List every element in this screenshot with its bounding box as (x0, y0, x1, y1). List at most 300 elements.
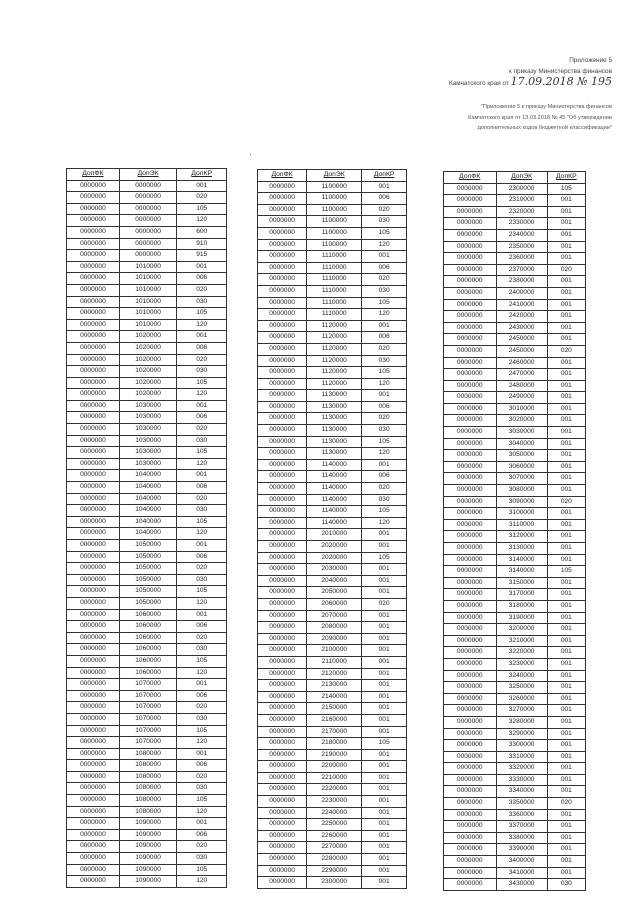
table-row (444, 183, 586, 195)
dopfk-cell: 0000000 (258, 227, 307, 239)
dopkr-cell: 030 (177, 644, 227, 656)
table-row (67, 238, 227, 250)
dopkr-cell: 001 (547, 485, 585, 497)
table-row (444, 357, 586, 369)
dopek-cell: 2470000 (496, 369, 547, 381)
dopkr-cell: 001 (362, 714, 407, 726)
dopkr-cell: 001 (547, 716, 585, 728)
dopfk-cell: 0000000 (67, 679, 120, 691)
dopfk-cell: 0000000 (67, 435, 120, 447)
dopfk-cell: 0000000 (258, 506, 307, 518)
dopkr-cell: 001 (547, 206, 585, 218)
dopek-cell: 1030000 (119, 435, 177, 447)
table-row (67, 308, 227, 320)
dopkr-cell: 105 (362, 552, 407, 564)
dopkr-cell: 001 (547, 543, 585, 555)
dopek-cell: 1110000 (307, 262, 362, 274)
dopek-cell: 3310000 (496, 751, 547, 763)
dopfk-cell: 0000000 (444, 809, 497, 821)
dopek-cell: 1100000 (307, 193, 362, 205)
dopkr-cell: 001 (547, 276, 585, 288)
dopek-cell: 2200000 (307, 761, 362, 773)
table-row (258, 204, 407, 216)
dopfk-cell: 0000000 (258, 448, 307, 460)
table-row (444, 253, 586, 265)
dopek-cell: 3170000 (496, 589, 547, 601)
dopfk-cell: 0000000 (258, 738, 307, 750)
dopek-cell: 1140000 (307, 506, 362, 518)
dopfk-cell: 0000000 (258, 309, 307, 321)
table-row (444, 473, 586, 485)
order-date-line (372, 77, 612, 90)
appendix-label: Приложение 5 (569, 57, 612, 64)
dopfk-cell: 0000000 (67, 424, 120, 436)
table-row (67, 771, 227, 783)
dopek-cell: 0000000 (119, 180, 177, 192)
table-row (444, 461, 586, 473)
dopkr-cell: 020 (177, 424, 227, 436)
table-row (67, 447, 227, 459)
dopek-cell: 2210000 (307, 772, 362, 784)
dopek-cell: 3240000 (496, 670, 547, 682)
dopfk-cell: 0000000 (67, 597, 120, 609)
dopek-cell: 1020000 (119, 342, 177, 354)
dopkr-cell: 020 (177, 354, 227, 366)
dopek-cell: 1070000 (119, 725, 177, 737)
table-row (258, 251, 407, 263)
dopek-cell: 1010000 (119, 284, 177, 296)
dopfk-cell: 0000000 (444, 716, 497, 728)
dopkr-cell: 020 (547, 496, 585, 508)
dopfk-cell: 0000000 (444, 357, 497, 369)
dopkr-cell: 001 (547, 693, 585, 705)
dopkr-cell: 006 (362, 471, 407, 483)
dopkr-cell: 001 (362, 772, 407, 784)
dopek-cell: 1020000 (119, 354, 177, 366)
table-row (444, 566, 586, 578)
dopfk-cell: 0000000 (444, 264, 497, 276)
dopek-cell: 3120000 (496, 531, 547, 543)
dopfk-cell: 0000000 (67, 493, 120, 505)
dopek-cell: 2330000 (496, 218, 547, 230)
dopek-cell: 1100000 (307, 181, 362, 193)
dopfk-cell: 0000000 (67, 226, 120, 238)
dopkr-cell: 120 (362, 309, 407, 321)
dopfk-cell: 0000000 (258, 564, 307, 576)
table-row (258, 239, 407, 251)
dopkr-cell: 030 (177, 783, 227, 795)
dopkr-cell: 020 (362, 343, 407, 355)
dopek-cell: 2250000 (307, 819, 362, 831)
table-row (444, 427, 586, 439)
dopek-cell: 3260000 (496, 693, 547, 705)
dopfk-cell: 0000000 (444, 740, 497, 752)
table-row (67, 690, 227, 702)
table-row (444, 844, 586, 856)
table-row (258, 413, 407, 425)
dopfk-cell: 0000000 (67, 273, 120, 285)
table-row (67, 644, 227, 656)
dopfk-cell: 0000000 (444, 183, 497, 195)
dopfk-cell: 0000000 (67, 644, 120, 656)
table-row (258, 761, 407, 773)
dopek-cell: 1060000 (119, 667, 177, 679)
dopkr-cell: 030 (177, 853, 227, 865)
dopfk-cell: 0000000 (444, 577, 497, 589)
dopkr-cell: 001 (362, 390, 407, 402)
table-row (67, 540, 227, 552)
dopek-cell: 1130000 (307, 436, 362, 448)
table-row (258, 552, 407, 564)
dopek-cell: 3020000 (496, 415, 547, 427)
table-row (67, 377, 227, 389)
dopkr-cell: 001 (547, 195, 585, 207)
dopfk-cell: 0000000 (67, 876, 120, 888)
dopfk-cell: 0000000 (67, 771, 120, 783)
dopek-cell: 3010000 (496, 403, 547, 415)
table-row (67, 261, 227, 273)
dopek-cell: 1040000 (119, 516, 177, 528)
dopek-cell: 2150000 (307, 703, 362, 715)
table-row (444, 589, 586, 601)
dopkr-cell: 120 (362, 517, 407, 529)
table-row (444, 543, 586, 555)
column-header-dopkr: ДопКР (362, 170, 407, 182)
table-row (444, 369, 586, 381)
dopkr-cell: 105 (177, 655, 227, 667)
table-row (67, 412, 227, 424)
dopek-cell: 1100000 (307, 216, 362, 228)
dopkr-cell: 030 (177, 574, 227, 586)
dopek-cell: 1140000 (307, 494, 362, 506)
table-row (444, 682, 586, 694)
dopfk-cell: 0000000 (258, 413, 307, 425)
table-row (67, 470, 227, 482)
dopek-cell: 3320000 (496, 763, 547, 775)
dopek-cell: 1110000 (307, 274, 362, 286)
dopkr-cell: 006 (177, 273, 227, 285)
dopfk-cell: 0000000 (67, 505, 120, 517)
table-row (67, 319, 227, 331)
dopfk-cell: 0000000 (444, 299, 497, 311)
dopek-cell: 0000000 (119, 226, 177, 238)
dopfk-cell: 0000000 (258, 390, 307, 402)
dopkr-cell: 001 (362, 645, 407, 657)
dopkr-cell: 001 (362, 796, 407, 808)
dopfk-cell: 0000000 (258, 262, 307, 274)
dopkr-cell: 001 (547, 218, 585, 230)
dopfk-cell: 0000000 (67, 818, 120, 830)
dopkr-cell: 001 (362, 842, 407, 854)
dopfk-cell: 0000000 (444, 380, 497, 392)
dopfk-cell: 0000000 (444, 554, 497, 566)
table-row (444, 311, 586, 323)
dopkr-cell: 030 (177, 296, 227, 308)
amendment-note-line-2: Камчатского края от 13.03.2018 № 45 "Об утверждении (468, 114, 612, 121)
dopfk-cell: 0000000 (444, 682, 497, 694)
column-header-dopfk: ДопФК (258, 170, 307, 182)
dopfk-cell: 0000000 (258, 204, 307, 216)
table-row (444, 728, 586, 740)
dopfk-cell: 0000000 (67, 829, 120, 841)
table-row (258, 703, 407, 715)
dopkr-cell: 105 (362, 506, 407, 518)
dopkr-cell: 020 (362, 483, 407, 495)
dopek-cell: 1110000 (307, 251, 362, 263)
dopfk-cell: 0000000 (67, 215, 120, 227)
dopek-cell: 1120000 (307, 378, 362, 390)
dopek-cell: 1070000 (119, 713, 177, 725)
dopkr-cell: 001 (547, 334, 585, 346)
dopek-cell: 2310000 (496, 195, 547, 207)
dopfk-cell: 0000000 (444, 612, 497, 624)
dopkr-cell: 001 (547, 612, 585, 624)
dopkr-cell: 020 (362, 413, 407, 425)
dopfk-cell: 0000000 (67, 864, 120, 876)
table-row (258, 216, 407, 228)
dopek-cell: 1050000 (119, 551, 177, 563)
table-row (444, 647, 586, 659)
codes-table-2 (257, 169, 407, 889)
dopek-cell: 2090000 (307, 633, 362, 645)
table-row (258, 494, 407, 506)
dopfk-cell: 0000000 (258, 610, 307, 622)
dopfk-cell: 0000000 (258, 239, 307, 251)
table-row (444, 287, 586, 299)
dopkr-cell: 001 (547, 461, 585, 473)
dopfk-cell: 0000000 (67, 331, 120, 343)
table-row (444, 751, 586, 763)
dopkr-cell: 001 (547, 763, 585, 775)
table-row (67, 192, 227, 204)
dopkr-cell: 020 (547, 798, 585, 810)
dopfk-cell: 0000000 (258, 830, 307, 842)
dopfk-cell: 0000000 (67, 737, 120, 749)
dopfk-cell: 0000000 (67, 342, 120, 354)
table-row (444, 867, 586, 879)
dopkr-cell: 120 (177, 389, 227, 401)
table-row (258, 749, 407, 761)
dopkr-cell: 120 (362, 448, 407, 460)
dopkr-cell: 105 (177, 308, 227, 320)
table-row (444, 635, 586, 647)
dopfk-cell: 0000000 (258, 796, 307, 808)
dopek-cell: 2180000 (307, 738, 362, 750)
table-row (444, 299, 586, 311)
dopfk-cell: 0000000 (258, 854, 307, 866)
dopek-cell: 1130000 (307, 390, 362, 402)
table-row (67, 725, 227, 737)
dopek-cell: 3210000 (496, 635, 547, 647)
table-row (444, 774, 586, 786)
table-row (258, 378, 407, 390)
dopkr-cell: 001 (547, 253, 585, 265)
table-row (258, 877, 407, 889)
dopfk-cell: 0000000 (258, 784, 307, 796)
dopkr-cell: 001 (362, 877, 407, 889)
dopkr-cell: 001 (547, 786, 585, 798)
table-row (258, 390, 407, 402)
dopek-cell: 2100000 (307, 645, 362, 657)
dopkr-cell: 120 (177, 667, 227, 679)
table-row (258, 285, 407, 297)
table-row (67, 284, 227, 296)
dopkr-cell: 001 (177, 331, 227, 343)
dopek-cell: 2270000 (307, 842, 362, 854)
dopkr-cell: 001 (547, 635, 585, 647)
dopfk-cell: 0000000 (258, 668, 307, 680)
dopek-cell: 1010000 (119, 319, 177, 331)
table-row (444, 577, 586, 589)
dopkr-cell: 001 (177, 470, 227, 482)
dopfk-cell: 0000000 (258, 216, 307, 228)
dopek-cell: 1030000 (119, 447, 177, 459)
table-row (258, 483, 407, 495)
dopek-cell: 0000000 (119, 238, 177, 250)
dopek-cell: 1050000 (119, 540, 177, 552)
dopek-cell: 1010000 (119, 261, 177, 273)
dopkr-cell: 030 (362, 494, 407, 506)
dopkr-cell: 120 (177, 458, 227, 470)
table-row (444, 624, 586, 636)
dopkr-cell: 105 (362, 738, 407, 750)
dopfk-cell: 0000000 (67, 563, 120, 575)
table-row (67, 621, 227, 633)
dopek-cell: 3130000 (496, 543, 547, 555)
table-row (444, 508, 586, 520)
table-row (67, 609, 227, 621)
table-row (67, 783, 227, 795)
table-row (67, 250, 227, 262)
dopek-cell: 2460000 (496, 357, 547, 369)
table-row (67, 215, 227, 227)
dopkr-cell: 001 (547, 705, 585, 717)
dopek-cell: 3400000 (496, 856, 547, 868)
table-row (258, 796, 407, 808)
table-row (444, 600, 586, 612)
dopek-cell: 1120000 (307, 343, 362, 355)
dopkr-cell: 001 (547, 415, 585, 427)
dopkr-cell: 020 (177, 192, 227, 204)
dopkr-cell: 020 (362, 598, 407, 610)
dopkr-cell: 120 (362, 239, 407, 251)
dopfk-cell: 0000000 (258, 598, 307, 610)
dopfk-cell: 0000000 (258, 772, 307, 784)
dopfk-cell: 0000000 (258, 587, 307, 599)
dopfk-cell: 0000000 (258, 494, 307, 506)
dopek-cell: 1020000 (119, 377, 177, 389)
dopek-cell: 1060000 (119, 632, 177, 644)
table-row (258, 425, 407, 437)
dopek-cell: 1020000 (119, 366, 177, 378)
table-row (258, 448, 407, 460)
table-row (444, 380, 586, 392)
dopek-cell: 3040000 (496, 438, 547, 450)
dopkr-cell: 001 (547, 508, 585, 520)
dopek-cell: 1040000 (119, 528, 177, 540)
dopkr-cell: 001 (547, 647, 585, 659)
dopkr-cell: 020 (177, 493, 227, 505)
dopek-cell: 2320000 (496, 206, 547, 218)
dopek-cell: 1010000 (119, 308, 177, 320)
dopfk-cell: 0000000 (67, 447, 120, 459)
dopek-cell: 1130000 (307, 413, 362, 425)
dopfk-cell: 0000000 (67, 250, 120, 262)
dopfk-cell: 0000000 (67, 783, 120, 795)
table-row (67, 528, 227, 540)
dopek-cell: 1030000 (119, 424, 177, 436)
table-row (67, 458, 227, 470)
table-row (67, 655, 227, 667)
dopek-cell: 2450000 (496, 345, 547, 357)
dopek-cell: 1070000 (119, 679, 177, 691)
dopfk-cell: 0000000 (258, 726, 307, 738)
dopkr-cell: 001 (362, 680, 407, 692)
table-row (444, 403, 586, 415)
dopek-cell: 2240000 (307, 807, 362, 819)
table-row (67, 563, 227, 575)
table-row (67, 818, 227, 830)
table-row (258, 401, 407, 413)
column-header-dopfk: ДопФК (67, 169, 120, 181)
table-row (444, 554, 586, 566)
dopkr-cell: 006 (177, 482, 227, 494)
table-row (258, 367, 407, 379)
dopfk-cell: 0000000 (67, 412, 120, 424)
dopkr-cell: 001 (362, 459, 407, 471)
dopfk-cell: 0000000 (258, 714, 307, 726)
table-row (444, 264, 586, 276)
dopfk-cell: 0000000 (258, 378, 307, 390)
dopek-cell: 3270000 (496, 705, 547, 717)
dopek-cell: 1090000 (119, 864, 177, 876)
table-row (444, 218, 586, 230)
dopek-cell: 3150000 (496, 577, 547, 589)
table-row (258, 332, 407, 344)
dopfk-cell: 0000000 (258, 680, 307, 692)
dopek-cell: 0000000 (119, 192, 177, 204)
dopkr-cell: 001 (362, 251, 407, 263)
dopek-cell: 2230000 (307, 796, 362, 808)
table-row (258, 227, 407, 239)
dopek-cell: 2030000 (307, 564, 362, 576)
table-row (258, 645, 407, 657)
table-row (258, 714, 407, 726)
dopek-cell: 2410000 (496, 299, 547, 311)
dopfk-cell: 0000000 (67, 713, 120, 725)
dopek-cell: 1110000 (307, 285, 362, 297)
dopkr-cell: 001 (362, 320, 407, 332)
dopkr-cell: 120 (177, 597, 227, 609)
dopfk-cell: 0000000 (444, 229, 497, 241)
dopfk-cell: 0000000 (258, 656, 307, 668)
table-row (67, 435, 227, 447)
dopfk-cell: 0000000 (444, 450, 497, 462)
dopkr-cell: 001 (547, 844, 585, 856)
dopek-cell: 2040000 (307, 575, 362, 587)
dopkr-cell: 020 (177, 563, 227, 575)
dopek-cell: 1010000 (119, 273, 177, 285)
dopek-cell: 1060000 (119, 655, 177, 667)
dopkr-cell: 001 (362, 830, 407, 842)
dopek-cell: 3380000 (496, 832, 547, 844)
dopfk-cell: 0000000 (258, 749, 307, 761)
table-row (258, 842, 407, 854)
dopfk-cell: 0000000 (444, 334, 497, 346)
dopek-cell: 3190000 (496, 612, 547, 624)
column-header-dopek: ДопЭК (307, 170, 362, 182)
table-row (444, 519, 586, 531)
